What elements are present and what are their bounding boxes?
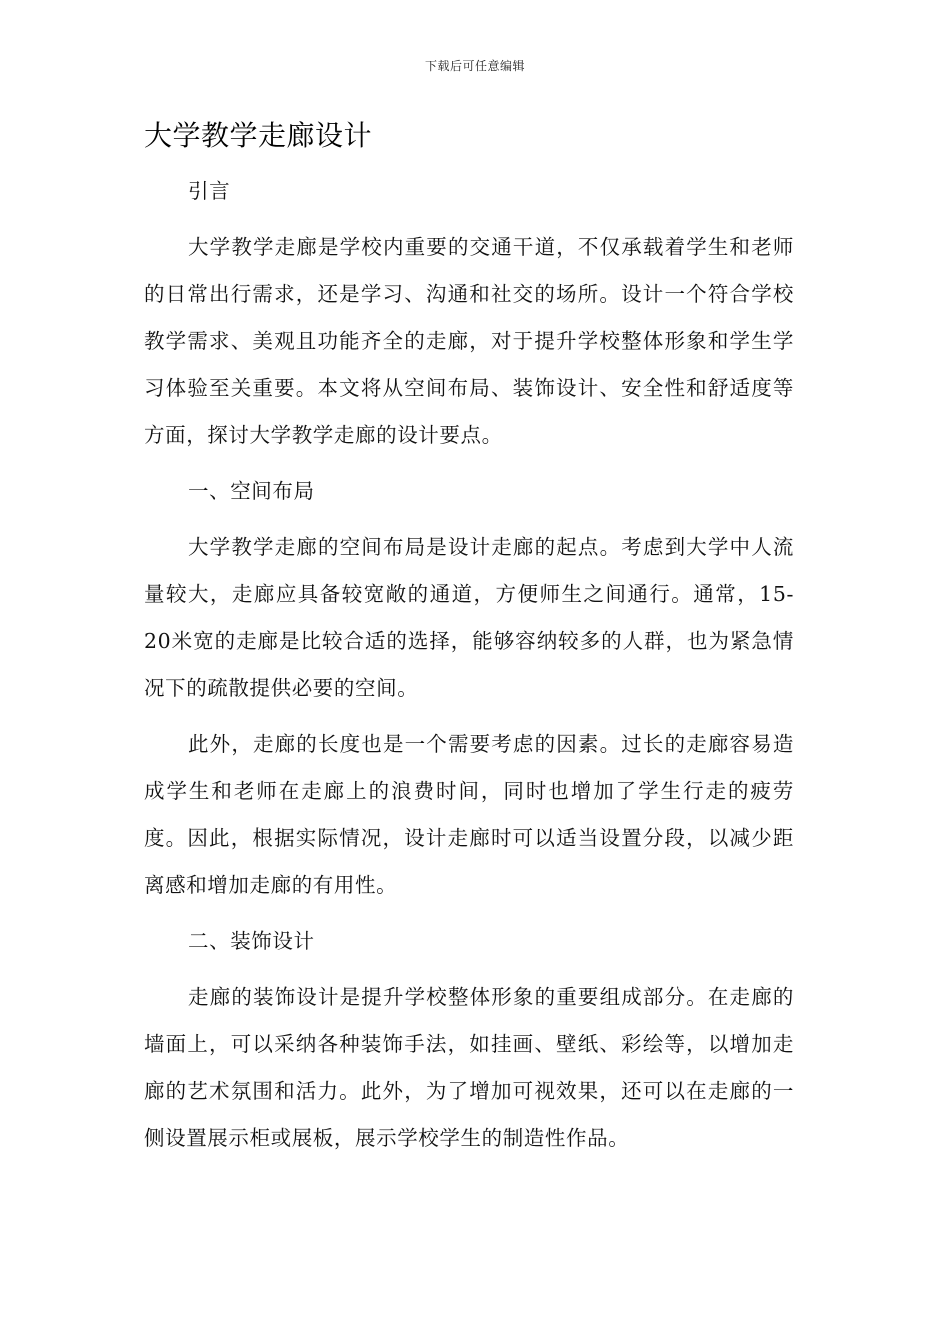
section-heading-decoration: 二、装饰设计: [188, 929, 315, 953]
section-heading-intro: 引言: [188, 179, 231, 203]
document-title: 大学教学走廊设计: [144, 119, 373, 152]
section-heading-space-layout: 一、空间布局: [188, 479, 315, 503]
paragraph-decoration: 走廊的装饰设计是提升学校整体形象的重要组成部分。在走廊的墙面上，可以采纳各种装饰手法，如挂画、壁纸、彩绘等，以增加走廊的艺术氛围和活力。此外，为了增加可视效果，还可以在走廊的一侧设置展示柜或展板，展示学校学生的制造性作品。: [144, 985, 794, 1150]
document-body: [144, 168, 794, 1162]
header-note: 下载后可任意编辑: [424, 59, 525, 73]
paragraph-space-layout-2: 此外，走廊的长度也是一个需要考虑的因素。过长的走廊容易造成学生和老师在走廊上的浪费时间，同时也增加了学生行走的疲劳度。因此，根据实际情况，设计走廊时可以适当设置分段，以减少距离感和增加走廊的有用性。: [144, 732, 794, 897]
paragraph-space-layout-1: 大学教学走廊的空间布局是设计走廊的起点。考虑到大学中人流量较大，走廊应具备较宽敞的通道，方便师生之间通行。通常，15-20米宽的走廊是比较合适的选择，能够容纳较多的人群，也为紧急情况下的疏散提供必要的空间。: [144, 535, 794, 700]
paragraph-intro: 大学教学走廊是学校内重要的交通干道，不仅承载着学生和老师的日常出行需求，还是学习、沟通和社交的场所。设计一个符合学校教学需求、美观且功能齐全的走廊，对于提升学校整体形象和学生学习体验至关重要。本文将从空间布局、装饰设计、安全性和舒适度等方面，探讨大学教学走廊的设计要点。: [144, 235, 794, 447]
